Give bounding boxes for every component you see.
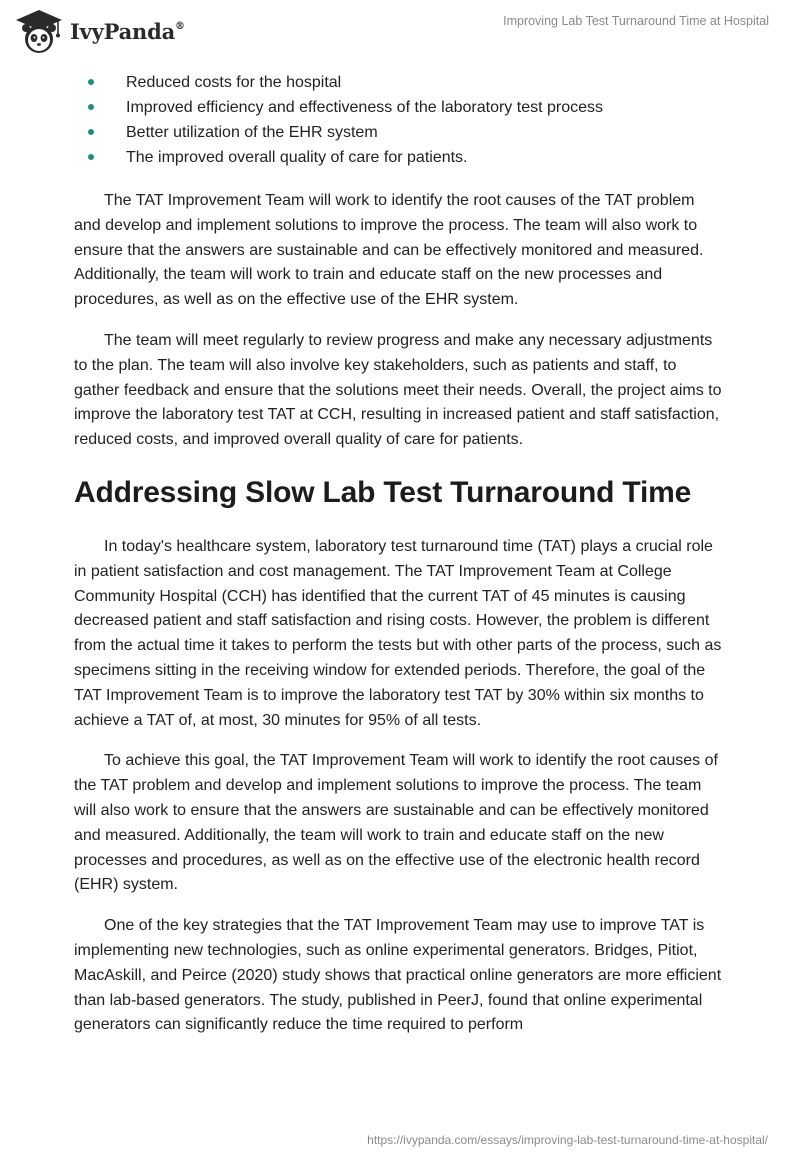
- panda-graduate-icon: [14, 8, 64, 54]
- registered-mark: ®: [175, 20, 185, 32]
- essay-body: [74, 70, 722, 1054]
- running-title: Improving Lab Test Turnaround Time at Hospital: [503, 14, 769, 28]
- source-url[interactable]: https://ivypanda.com/essays/improving-lab-test-turnaround-time-at-hospital/: [367, 1133, 768, 1147]
- paragraph: The TAT Improvement Team will work to identify the root causes of the TAT problem and develop and implement solutions to improve the process. The team will also work to ensure that the answers are sustainable and can be effectively monitored and measured. Additionally, the team will work to train and educate staff on the new processes and procedures, as well as on the effective use of the EHR system.: [74, 192, 704, 309]
- paragraph: In today's healthcare system, laboratory test turnaround time (TAT) plays a crucial role in patient satisfaction and cost management. The TAT Improvement Team at College Community Hospital (CCH) has identified that the current TAT of 45 minutes is causing decreased patient and staff satisfaction and rising costs. However, the problem is different from the actual time it takes to perform the tests but with other parts of the process, such as specimens sitting in the receiving window for extended periods. Therefore, the goal of the TAT Improvement Team is to improve the laboratory test TAT by 30% within six months to achieve a TAT of, at most, 30 minutes for 95% of all tests.: [74, 537, 722, 729]
- list-item: The improved overall quality of care for patients.: [74, 145, 722, 170]
- paragraph: To achieve this goal, the TAT Improvement Team will work to identify the root causes of the TAT problem and develop and implement solutions to improve the process. The team will also work to ensure that the answers are sustainable and can be effectively monitored and measured. Additionally, the team will work to train and educate staff on the new processes and procedures, as well as on the effective use of the electronic health record (EHR) system.: [74, 752, 718, 894]
- section-heading: Addressing Slow Lab Test Turnaround Time: [74, 475, 692, 509]
- ivypanda-logo[interactable]: [14, 8, 185, 54]
- brand-name: IvyPanda®: [70, 18, 185, 44]
- list-item: Improved efficiency and effectiveness of the laboratory test process: [74, 95, 722, 120]
- paragraph: The team will meet regularly to review progress and make any necessary adjustments to the plan. The team will also involve key stakeholders, such as patients and staff, to gather feedback and ensure that the solutions meet their needs. Overall, the project aims to improve the laboratory test TAT at CCH, resulting in increased patient and staff satisfaction, reduced costs, and improved overall quality of care for patients.: [74, 331, 722, 449]
- list-item: Reduced costs for the hospital: [74, 70, 722, 95]
- benefits-list: [74, 70, 722, 170]
- list-item: Better utilization of the EHR system: [74, 120, 722, 145]
- paragraph: One of the key strategies that the TAT Improvement Team may use to improve TAT is implementing new technologies, such as online experimental generators. Bridges, Pitiot, MacAskill, and Peirce (2020) study shows that practical online generators are more efficient than lab-based generators. The study, published in PeerJ, found that online experimental generators can significantly reduce the time required to perform: [74, 917, 722, 1034]
- page-header: [0, 0, 800, 64]
